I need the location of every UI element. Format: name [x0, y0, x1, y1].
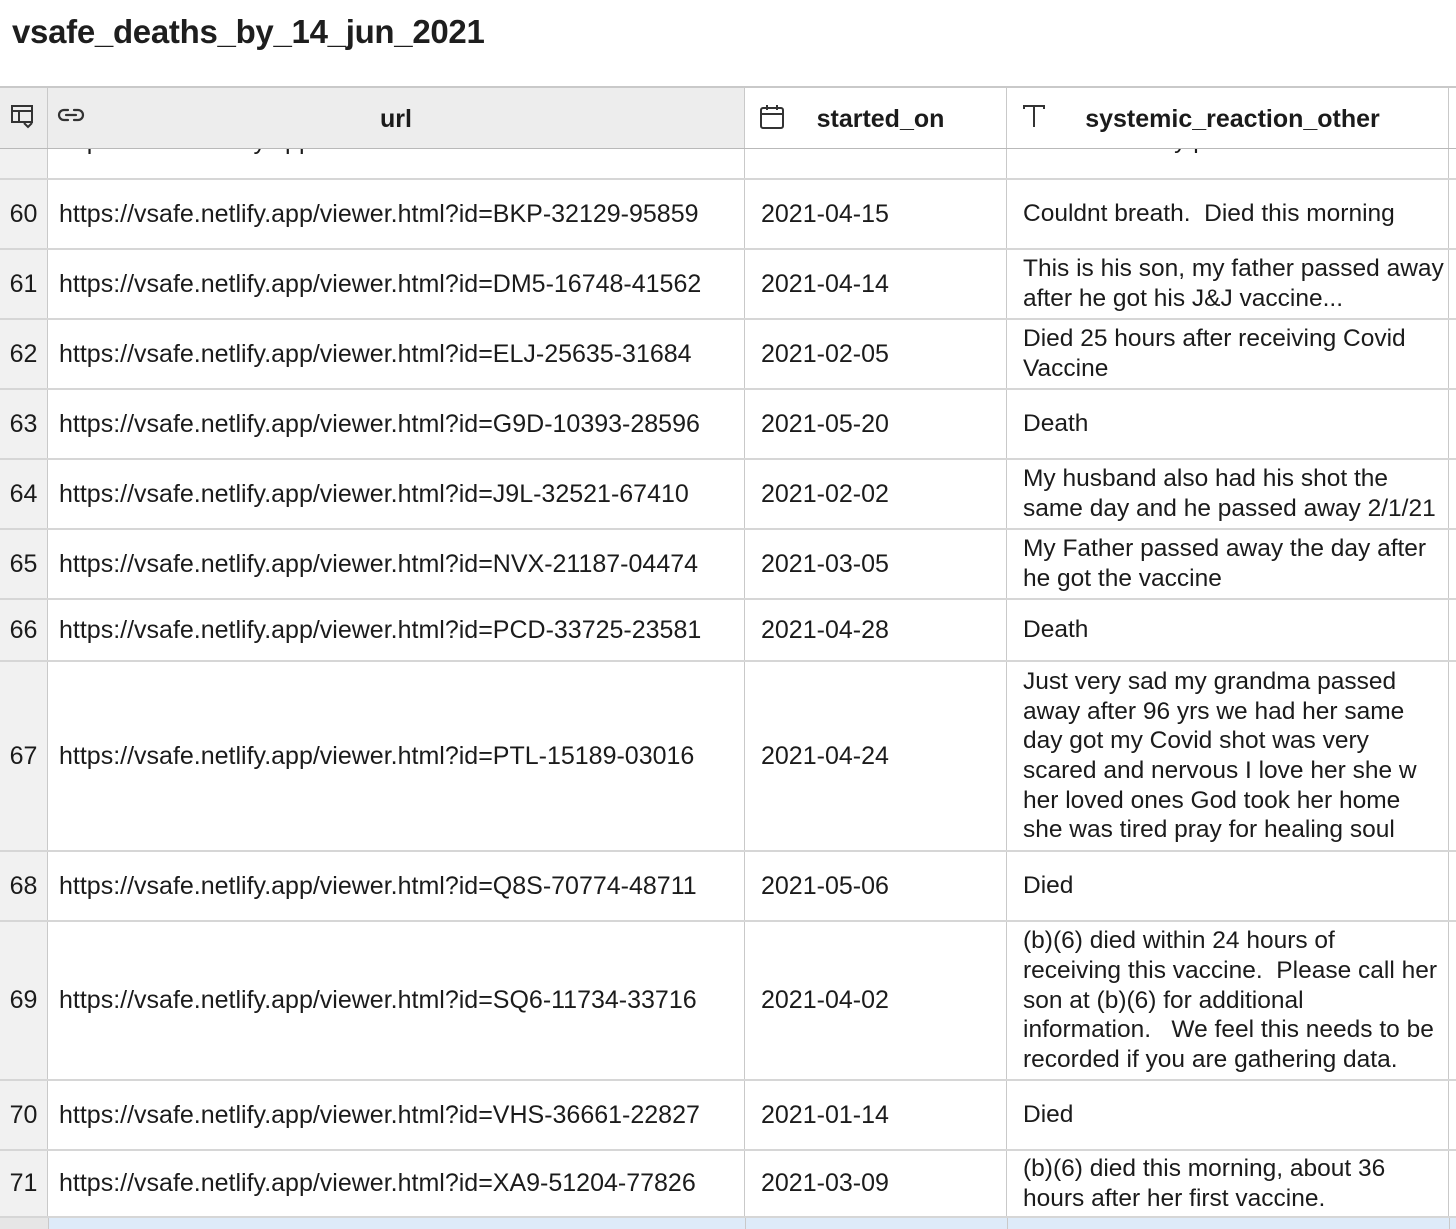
date-cell[interactable]: [745, 922, 1007, 1079]
reaction-text-line: Died 25 hours after receiving Covid: [1023, 325, 1406, 353]
reaction-text: [1023, 667, 1417, 845]
reaction-text-line: hours after her first vaccine.: [1023, 1184, 1326, 1212]
date-text: 2021-04-02: [761, 986, 889, 1014]
table-row[interactable]: [0, 1081, 1456, 1151]
url-text[interactable]: https://vsafe.netlify.app/viewer.html?id=VHS-36661-22827: [59, 1100, 700, 1129]
reaction-text-line: (b)(6) died this morning, about 36: [1023, 1154, 1386, 1182]
data-grid: [0, 86, 1456, 1229]
reaction-text-line: Vaccine: [1023, 355, 1109, 382]
row-number-text: 68: [9, 871, 38, 900]
url-cell[interactable]: [48, 662, 745, 850]
date-text: 2021-04-15: [761, 199, 889, 228]
reaction-text-line: receiving this vaccine. Please call her: [1023, 956, 1437, 984]
row-number: [0, 1081, 48, 1149]
row-number: [0, 662, 48, 850]
row-number-text: 65: [9, 549, 38, 578]
url-cell[interactable]: [48, 390, 745, 458]
date-text: 2021-02-05: [761, 339, 889, 368]
table-row[interactable]: [0, 530, 1456, 600]
url-text[interactable]: https://vsafe.netlify.app/viewer.html?id=J9L-32521-67410: [59, 479, 689, 508]
reaction-cell[interactable]: [1007, 460, 1449, 528]
date-cell[interactable]: [745, 250, 1007, 318]
table-row[interactable]: [0, 390, 1456, 460]
row-number: [0, 180, 48, 248]
grid-divider: [1007, 1218, 1008, 1229]
row-number-text: 67: [9, 741, 38, 770]
row-number: [0, 600, 48, 660]
reaction-text-line: scared and nervous I love her she w: [1023, 757, 1417, 784]
reaction-text: [1023, 615, 1088, 645]
column-header-started-on[interactable]: [745, 88, 1007, 148]
reaction-text-line: her loved ones God took her home: [1023, 786, 1401, 814]
reaction-text-line: Died: [1023, 872, 1074, 900]
row-number: [0, 390, 48, 458]
reaction-text-line: recorded if you are gathering data.: [1023, 1046, 1398, 1074]
row-number-text: 70: [9, 1100, 38, 1129]
date-cell[interactable]: [745, 852, 1007, 920]
url-cell[interactable]: [48, 460, 745, 528]
selected-row-number: [0, 1218, 49, 1229]
reaction-text-line: Death: [1023, 616, 1089, 644]
text-type-icon: [1021, 103, 1047, 129]
table-row[interactable]: [0, 460, 1456, 530]
reaction-text: [1023, 1154, 1385, 1213]
url-text[interactable]: https://vsafe.netlify.app/viewer.html?id=ELJ-25635-31684: [59, 339, 692, 368]
date-text: 2021-03-05: [761, 549, 889, 578]
column-header-systemic-reaction-other[interactable]: [1007, 88, 1449, 148]
date-cell[interactable]: [745, 600, 1007, 660]
url-text[interactable]: https://vsafe.netlify.app/viewer.html?id=BKP-32129-95859: [59, 199, 699, 228]
reaction-text-line: Just very sad my grandma passed: [1023, 667, 1397, 695]
reaction-text-line: My husband also had his shot the: [1023, 465, 1389, 493]
row-number-text: 69: [9, 986, 38, 1014]
reaction-text: [1023, 409, 1088, 439]
table-row[interactable]: [0, 662, 1456, 852]
reaction-cell[interactable]: [1007, 390, 1449, 458]
date-cell[interactable]: [745, 530, 1007, 598]
link-icon: [57, 103, 85, 127]
url-text[interactable]: https://vsafe.netlify.app/viewer.html?id=PTL-15189-03016: [59, 741, 695, 770]
row-number: [0, 852, 48, 920]
reaction-text-line: same day and he passed away 2/1/21: [1023, 495, 1436, 522]
row-number-text: 66: [9, 615, 38, 644]
reaction-cell[interactable]: [1007, 320, 1449, 388]
table-row[interactable]: [0, 1151, 1456, 1218]
date-cell[interactable]: [745, 1151, 1007, 1216]
reaction-text: [1023, 254, 1444, 313]
reaction-cell[interactable]: [1007, 1151, 1449, 1216]
reaction-cell[interactable]: [1007, 922, 1449, 1079]
table-row[interactable]: [0, 852, 1456, 922]
reaction-text-line: day got my Covid shot was very: [1023, 727, 1369, 755]
date-text: 2021-05-20: [761, 409, 889, 438]
table-row[interactable]: [0, 250, 1456, 320]
date-cell[interactable]: [745, 390, 1007, 458]
row-number-text: 71: [9, 1169, 38, 1197]
reaction-text-line: after he got his J&J vaccine...: [1023, 285, 1344, 312]
reaction-text: [1023, 464, 1436, 523]
date-text: 2021-03-09: [761, 1169, 889, 1197]
reaction-text-line: he got the vaccine: [1023, 565, 1222, 592]
reaction-text: [1023, 199, 1395, 229]
reaction-text: [1023, 1100, 1073, 1130]
reaction-cell[interactable]: [1007, 250, 1449, 318]
row-number: [0, 530, 48, 598]
table-row[interactable]: [0, 600, 1456, 662]
date-cell[interactable]: [745, 460, 1007, 528]
date-text: 2021-04-14: [761, 269, 889, 298]
calendar-icon: [759, 103, 785, 131]
reaction-text-line: (b)(6) died within 24 hours of: [1023, 927, 1335, 955]
row-number-text: 61: [9, 269, 38, 298]
reaction-text-line: she was tired pray for healing soul: [1023, 816, 1395, 844]
sheet-title: vsafe_deaths_by_14_jun_2021: [12, 13, 485, 50]
date-text: 2021-04-24: [761, 741, 889, 770]
date-text: 2021-05-06: [761, 871, 889, 900]
table-row[interactable]: [0, 922, 1456, 1081]
column-header-started-on-label: started_on: [816, 104, 945, 133]
url-text[interactable]: https://vsafe.netlify.app/viewer.html?id=SQ6-11734-33716: [59, 986, 697, 1014]
url-text[interactable]: https://vsafe.netlify.app/viewer.html?id=Q8S-70774-48711: [59, 871, 697, 900]
url-cell[interactable]: [48, 1081, 745, 1149]
date-cell[interactable]: [745, 1081, 1007, 1149]
url-text[interactable]: https://vsafe.netlify.app/viewer.html?id=PCD-33725-23581: [59, 615, 702, 644]
row-number-text: 64: [9, 479, 38, 508]
url-cell[interactable]: [48, 530, 745, 598]
grid-divider: [745, 1218, 746, 1229]
url-cell[interactable]: [48, 180, 745, 248]
row-control-header[interactable]: [0, 88, 48, 148]
reaction-text-line: Death: [1023, 410, 1089, 438]
reaction-text-line: away after 96 yrs we had her same: [1023, 697, 1405, 725]
url-cell[interactable]: [48, 1151, 745, 1216]
reaction-text-line: son at (b)(6) for additional: [1023, 986, 1304, 1014]
row-number: [0, 1151, 48, 1216]
reaction-cell[interactable]: [1007, 662, 1449, 850]
reaction-text: [1023, 926, 1437, 1075]
date-cell[interactable]: [745, 320, 1007, 388]
reaction-cell[interactable]: [1007, 530, 1449, 598]
date-cell[interactable]: [745, 180, 1007, 248]
reaction-text-line: information. We feel this needs to be: [1023, 1016, 1434, 1044]
reaction-text: [1023, 871, 1073, 901]
url-text[interactable]: https://vsafe.netlify.app/viewer.html?id=NVX-21187-04474: [59, 549, 699, 578]
column-header-row: [0, 88, 1456, 149]
row-number-text: 60: [9, 199, 38, 228]
url-cell[interactable]: [48, 922, 745, 1079]
selected-row[interactable]: [0, 1218, 1456, 1229]
reaction-text-line: Couldnt breath. Died this morning: [1023, 200, 1395, 228]
url-cell[interactable]: [48, 852, 745, 920]
url-cell[interactable]: [48, 320, 745, 388]
reaction-text: [1023, 534, 1426, 593]
date-text: 2021-04-28: [761, 615, 889, 644]
row-number: [0, 922, 48, 1079]
url-text[interactable]: https://vsafe.netlify.app/viewer.html?id=XA9-51204-77826: [59, 1169, 696, 1197]
date-text: 2021-01-14: [761, 1100, 889, 1129]
row-number: [0, 460, 48, 528]
table-row[interactable]: [0, 320, 1456, 390]
row-number: [0, 250, 48, 318]
reaction-text-line: This is his son, my father passed away: [1023, 255, 1444, 283]
row-number-text: 63: [9, 409, 38, 438]
row-number: [0, 320, 48, 388]
table-row[interactable]: [0, 180, 1456, 250]
date-cell[interactable]: [745, 662, 1007, 850]
reaction-text: [1023, 324, 1406, 383]
url-cell[interactable]: [48, 250, 745, 318]
table-view-options-icon[interactable]: [10, 103, 36, 129]
reaction-cell[interactable]: [1007, 600, 1449, 660]
url-cell[interactable]: [48, 600, 745, 660]
date-text: 2021-02-02: [761, 479, 889, 508]
url-text[interactable]: https://vsafe.netlify.app/viewer.html?id=G9D-10393-28596: [59, 409, 700, 438]
column-header-systemic-reaction-other-label: systemic_reaction_other: [1085, 104, 1380, 133]
reaction-cell[interactable]: [1007, 1081, 1449, 1149]
column-header-next[interactable]: [1449, 88, 1456, 148]
url-text[interactable]: https://vsafe.netlify.app/viewer.html?id=DM5-16748-41562: [59, 269, 702, 298]
grid-divider: [1449, 1218, 1450, 1229]
reaction-cell[interactable]: [1007, 180, 1449, 248]
row-number-text: 62: [9, 339, 38, 368]
column-header-url-label: url: [380, 104, 412, 133]
column-header-url[interactable]: [48, 88, 745, 148]
reaction-text-line: My Father passed away the day after: [1023, 535, 1427, 563]
reaction-cell[interactable]: [1007, 852, 1449, 920]
reaction-text-line: Died: [1023, 1101, 1074, 1129]
